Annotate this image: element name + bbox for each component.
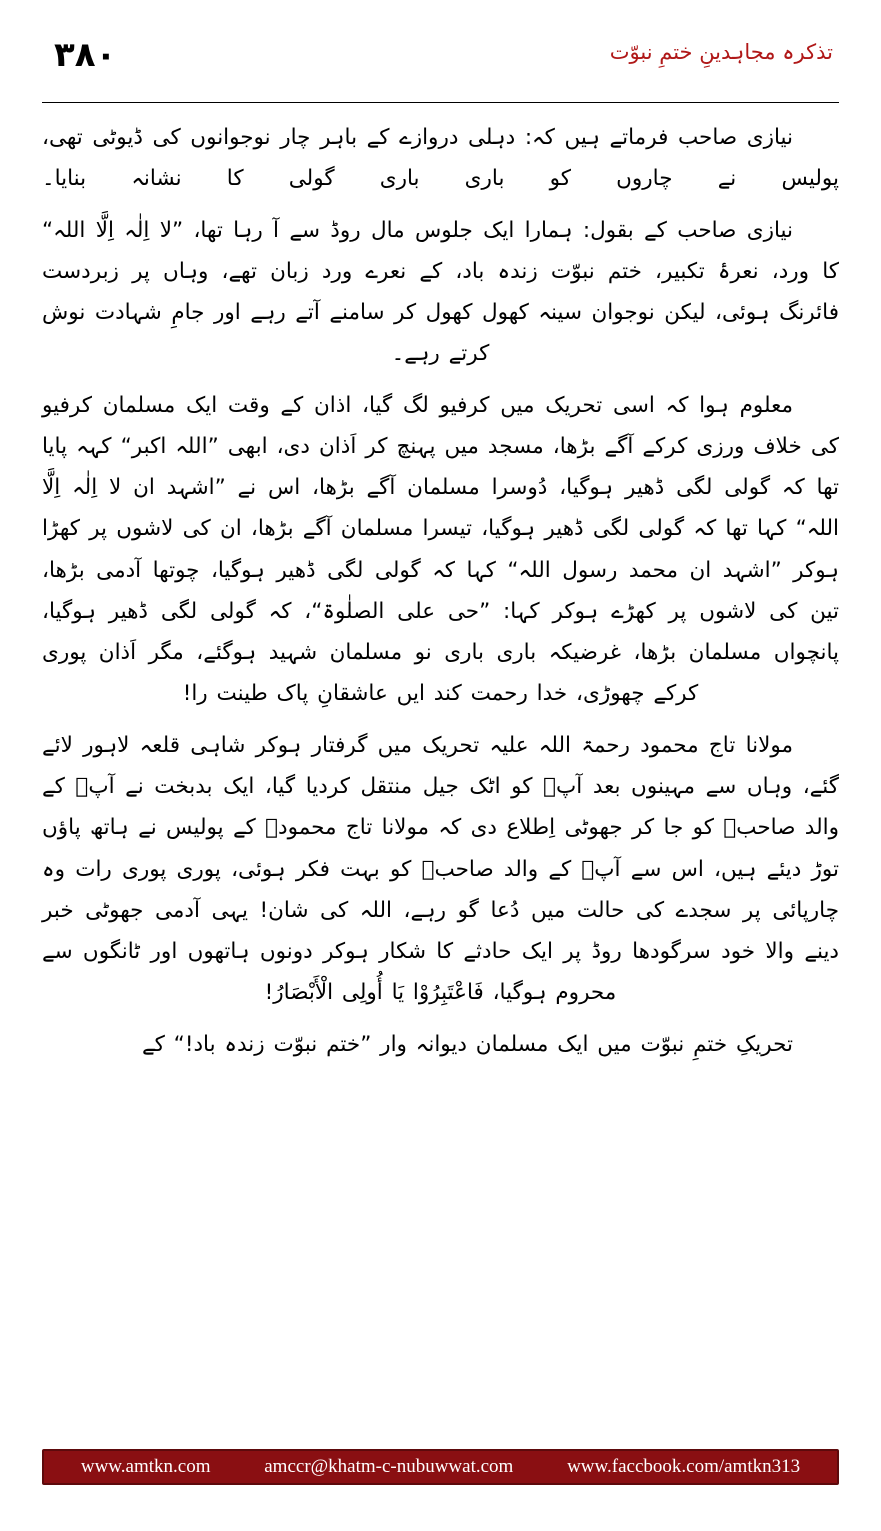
- paragraph: مولانا تاج محمود رحمۃ اللہ علیہ تحریک میں گرفتار ہوکر شاہی قلعہ لاہور لائے گئے، وہاں سے مہینوں بعد آپؒ کو اٹک جیل منتقل کردیا گیا، ایک بدبخت نے آپؒ کے والد صاحبؒ کو جا کر جھوٹی اِطلاع دی کہ مولانا تاج محمودؒ کے پولیس نے ہاتھ پاؤں توڑ دیئے ہیں، اس سے آپؒ کے والد صاحبؒ کو بہت فکر ہوئی، پوری پوری رات وہ چارپائی پر سجدے کی حالت میں دُعا گو رہے، اللہ کی شان! یہی آدمی جھوٹی خبر دینے والا خود سرگودھا روڈ پر ایک حادثے کا شکار ہوکر دونوں ہاتھوں اور ٹانگوں سے محروم ہوگیا، فَاعْتَبِرُوْا یَا أُولِی الْأَبْصَارُ!: [42, 732, 839, 1006]
- page-header: [42, 34, 839, 96]
- footer-link-website[interactable]: www.amtkn.com: [80, 1456, 211, 1477]
- page-number: ۳۸۰: [54, 35, 117, 75]
- paragraph: نیازی صاحب فرماتے ہیں کہ: دہلی دروازے کے باہر چار نوجوانوں کی ڈیوٹی تھی، پولیس نے چاروں کو باری باری گولی کا نشانہ بنایا۔: [42, 125, 839, 192]
- footer-link-email[interactable]: amccr@khatm-c-nubuwwat.com: [264, 1456, 514, 1477]
- footer-bar: [42, 1449, 839, 1485]
- header-divider: [42, 102, 839, 103]
- book-title: تذکرہ مجاہدینِ ختمِ نبوّت: [609, 40, 833, 64]
- page-body: [42, 117, 839, 1065]
- paragraph: معلوم ہوا کہ اسی تحریک میں کرفیو لگ گیا، اذان کے وقت ایک مسلمان کرفیو کی خلاف ورزی کرکے آگے بڑھا، مسجد میں پہنچ کر اَذان دی، ابھی ”اللہ اکبر“ کہہ پایا تھا کہ گولی لگی ڈھیر ہوگیا، دُوسرا مسلمان آگے بڑھا، اس نے ”اشہد ان لا اِلٰہ اِلَّا اللہ“ کہا تھا کہ گولی لگی ڈھیر ہوگیا، تیسرا مسلمان آگے بڑھا، ان کی لاشوں پر کھڑا ہوکر ”اشہد ان محمد رسول اللہ“ کہا کہ گولی لگی ڈھیر ہوگیا، چوتھا آدمی بڑھا، تین کی لاشوں پر کھڑے ہوکر کہا: ”حی علی الصلٰوۃ“، کہ گولی لگی ڈھیر ہوگیا، پانچواں مسلمان بڑھا، غرضیکہ باری باری نو مسلمان شہید ہوگئے، مگر اَذان پوری کرکے چھوڑی، خدا رحمت کند ایں عاشقانِ پاک طینت را!: [42, 392, 839, 707]
- footer-link-facebook[interactable]: www.faccbook.com/amtkn313: [567, 1456, 801, 1477]
- paragraph: تحریکِ ختمِ نبوّت میں ایک مسلمان دیوانہ وار ”ختم نبوّت زندہ باد!“ کے: [142, 1031, 793, 1057]
- paragraph: نیازی صاحب کے بقول: ہمارا ایک جلوس مال روڈ سے آ رہا تھا، ”لا اِلٰہ اِلَّا اللہ“ کا ورد، نعرۂ تکبیر، ختم نبوّت زندہ باد، کے نعرے ورد زبان تھے، وہاں پر زبردست فائرنگ ہوئی، لیکن نوجوان سینہ کھول کھول کر سامنے آتے رہے اور جامِ شہادت نوش کرتے رہے۔: [42, 217, 839, 367]
